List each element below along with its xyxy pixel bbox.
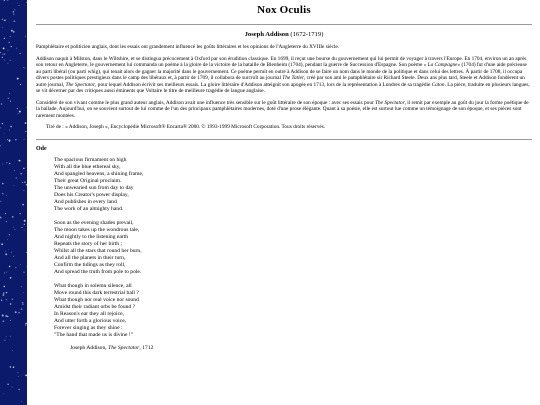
poem-line: "The hand that made us is divine !"	[54, 331, 133, 338]
work-title: Caton	[431, 81, 445, 88]
poem-stanza	[54, 157, 532, 213]
star-dot	[25, 122, 27, 124]
star-dot	[26, 107, 27, 108]
star-dot	[19, 213, 20, 214]
star-dot	[13, 14, 14, 15]
top-divider	[36, 24, 532, 25]
star-dot	[24, 181, 26, 183]
bio-text: (1704) fut d'une aide précieuse au parti libéral (ou parti whig), qui tenait alors de gagner la majorité dans le gouvernement. Ce poème permit en outre à Addison de se faire un nom dans le monde de la politique et dans celui des lettres. À partir de 1708, il occupa divers postes politiques prestigieux dans le camp des libéraux et, à partir de 1709, il collabora de surcroît au journal	[36, 62, 527, 81]
page-title: Nox Oculis	[257, 4, 311, 16]
star-dot	[6, 221, 7, 222]
star-dot	[10, 60, 11, 61]
star-dot	[25, 375, 27, 377]
star-dot	[13, 11, 14, 12]
star-dot	[11, 30, 13, 32]
star-dot	[2, 54, 3, 55]
poem-line: With all the blue ethereal sky,	[54, 163, 121, 170]
poem-line: The spacious firmament on high	[54, 156, 127, 163]
star-dot	[22, 302, 24, 304]
star-dot	[2, 27, 3, 28]
star-dot	[4, 60, 5, 61]
star-dot	[4, 340, 5, 341]
star-dot	[0, 145, 1, 146]
signature-year: , 1712	[139, 344, 154, 351]
star-dot	[5, 213, 6, 214]
star-dot	[21, 308, 23, 310]
star-dot	[24, 67, 25, 68]
poem-line: And spangled heavens, a shining frame,	[54, 170, 144, 177]
star-dot	[17, 78, 19, 80]
star-dot	[12, 387, 13, 388]
poem-title: Ode	[36, 145, 47, 152]
star-dot	[13, 366, 15, 368]
star-dot	[22, 182, 23, 183]
star-dot	[6, 299, 7, 300]
star-dot	[20, 173, 22, 175]
star-dot	[23, 292, 24, 293]
stars-pattern	[0, 0, 27, 405]
poem-body	[54, 157, 532, 339]
star-dot	[0, 201, 1, 202]
star-dot	[6, 195, 7, 196]
work-title: The Spectator	[375, 99, 405, 106]
poem-line: What though nor real voice nor sound	[54, 296, 139, 303]
star-dot	[5, 251, 6, 252]
star-dot	[18, 312, 20, 314]
star-dot	[2, 193, 3, 194]
star-dot	[26, 252, 27, 253]
star-dot	[11, 46, 12, 47]
star-dot	[24, 220, 26, 222]
star-dot	[13, 227, 14, 228]
essay-text: Considéré de son vivant comme le plus grand auteur anglais, Addison avait une influence très sensible sur le goût littéraire de son époque : avec ses essais pour	[36, 99, 376, 106]
poem-line: And all the planets in their turn,	[54, 254, 126, 261]
star-dot	[7, 384, 8, 385]
star-dot	[18, 372, 19, 373]
star-dot	[8, 63, 9, 64]
star-dot	[2, 123, 3, 124]
star-dot	[0, 127, 1, 128]
star-dot	[9, 93, 10, 94]
poem-signature	[70, 345, 532, 352]
star-dot	[15, 311, 17, 313]
star-dot	[6, 162, 7, 163]
bio-text: , créé par son ami le pamphlétaire sir Richard Steele. Deux ans plus tard, Steele et Addison fondèrent un autre journal,	[36, 75, 525, 88]
star-dot	[9, 266, 10, 267]
star-dot	[12, 216, 14, 218]
poem-line: And publishes in every land	[54, 198, 117, 205]
work-title: The Tatler	[282, 75, 304, 81]
bio-text: Addison naquit à Milston, dans le Wiltshire, et se distingua précocement à Oxford par son érudition classique. En 1699, il reçut une bourse du gouvernement qui lui permit de voyager à travers l'Europe. En 1704, environ un an après son retour en Angleterre, le gouvernement lui commanda un poème à la gloire de la victoire de la bataille de Blenheim (1704), pendant la guerre de Succession d'Espagne. Son poème	[36, 55, 527, 68]
star-dot	[10, 303, 12, 305]
poem-line: Move round this dark terrestrial ball ?	[54, 289, 139, 296]
poem-line: Their great Original proclaim.	[54, 177, 122, 184]
star-dot	[19, 111, 21, 113]
star-dot	[3, 48, 5, 50]
poem-line: Forever singing as they shine :	[54, 324, 123, 331]
star-dot	[10, 366, 12, 368]
poem-line: Does his Creator's power display,	[54, 191, 129, 198]
work-title: The Spectator	[65, 81, 96, 88]
star-dot	[3, 53, 5, 55]
star-dot	[21, 286, 22, 287]
star-dot	[15, 229, 16, 230]
star-dot	[23, 168, 24, 169]
star-dot	[10, 36, 11, 37]
star-dot	[9, 163, 11, 165]
star-dot	[11, 252, 12, 253]
star-dot	[8, 98, 9, 99]
star-dot	[8, 42, 10, 44]
star-dot	[9, 140, 11, 142]
star-dot	[18, 376, 19, 377]
star-dot	[24, 224, 25, 225]
star-dot	[25, 131, 26, 132]
star-dot	[8, 50, 9, 51]
star-dot	[18, 113, 19, 114]
star-dot	[23, 190, 24, 191]
star-dot	[10, 126, 12, 128]
star-dot	[18, 389, 19, 390]
star-dot	[23, 67, 24, 68]
poem-line: Whilst all the stars that round her burn,	[54, 247, 142, 254]
star-dot	[5, 253, 7, 255]
author-name: Joseph Addison	[244, 31, 289, 38]
star-dot	[1, 103, 2, 104]
star-dot	[8, 249, 9, 250]
essay-paragraph	[36, 100, 532, 120]
starfield-sidebar	[0, 0, 27, 405]
poem-line: And nightly to the listening earth	[54, 233, 129, 240]
bio-text: , pour lequel Addison écrivit ses meilleurs essais. La gloire littéraire d'Addison atteignit son apogée en 1713, lors de la représentation à Londres de sa tragédie	[95, 81, 432, 88]
star-dot	[5, 315, 7, 317]
star-dot	[24, 139, 25, 140]
source-citation: Tiré de : « Addison, Joseph », Encyclopédie Microsoft® Encarta® 2000. © 1993-1999 Microsoft Corporation. Tous droits réservés.	[46, 124, 326, 130]
star-dot	[10, 101, 11, 102]
star-dot	[2, 183, 4, 185]
star-dot	[7, 0, 8, 1]
star-dot	[2, 19, 3, 20]
star-dot	[1, 300, 2, 301]
star-dot	[13, 21, 14, 22]
poem-line: Soon as the evening shades prevail,	[54, 219, 134, 226]
star-dot	[22, 204, 24, 206]
middle-divider	[36, 139, 532, 140]
star-dot	[0, 217, 1, 219]
star-dot	[16, 48, 17, 49]
poem-line: The unwearied sun from day to day	[54, 184, 134, 191]
star-dot	[26, 184, 27, 186]
biography-paragraph	[36, 56, 532, 95]
star-dot	[2, 164, 3, 165]
star-dot	[14, 170, 15, 171]
star-dot	[1, 243, 3, 245]
star-dot	[21, 227, 22, 228]
star-dot	[13, 31, 15, 33]
work-title: « La Campagne»	[423, 62, 461, 68]
poem-line: The moon takes up the wondrous tale,	[54, 226, 140, 233]
star-dot	[9, 130, 10, 131]
star-dot	[14, 9, 15, 10]
star-dot	[17, 3, 18, 4]
star-dot	[20, 53, 21, 54]
star-dot	[24, 230, 25, 231]
star-dot	[19, 160, 21, 162]
star-dot	[4, 38, 5, 39]
star-dot	[10, 336, 11, 337]
star-dot	[4, 19, 6, 21]
poem-line: Repeats the story of her birth ;	[54, 240, 123, 247]
star-dot	[25, 323, 27, 325]
star-dot	[15, 267, 16, 268]
star-dot	[17, 108, 18, 109]
star-dot	[6, 272, 7, 273]
star-dot	[14, 21, 15, 22]
star-dot	[16, 177, 17, 178]
star-dot	[26, 266, 27, 267]
star-dot	[21, 401, 22, 402]
star-dot	[19, 5, 20, 6]
signature-work: The Spectator	[108, 344, 140, 351]
star-dot	[7, 239, 8, 240]
star-dot	[23, 272, 24, 273]
poem-line: What though in solemn silence, all	[54, 282, 132, 289]
star-dot	[9, 234, 10, 235]
star-dot	[4, 393, 5, 394]
poem-line: And utter forth a glorious voice,	[54, 317, 127, 324]
star-dot	[6, 292, 7, 293]
star-dot	[25, 325, 26, 326]
poem-line: Confirm the tidings as they roll,	[54, 261, 126, 268]
star-dot	[3, 292, 4, 293]
star-dot	[22, 304, 23, 305]
star-dot	[4, 133, 5, 134]
intro-paragraph: Pamphlétaire et politicien anglais, dont les essais ont grandement influencé les goûts littéraires et les opinions de l'Angleterre du XVIIIe siècle.	[36, 44, 340, 50]
page-content	[36, 0, 532, 352]
poem-stanza	[54, 220, 532, 276]
signature-author: Joseph Addison,	[70, 344, 109, 351]
star-dot	[9, 141, 10, 142]
star-dot	[20, 264, 21, 265]
author-dates: (1672-1719)	[290, 31, 324, 38]
star-dot	[12, 299, 13, 300]
star-dot	[2, 320, 4, 322]
star-dot	[20, 84, 21, 85]
star-dot	[6, 336, 7, 337]
poem-line: In Reason's ear they all rejoice,	[54, 310, 124, 317]
poem-stanza	[54, 283, 532, 339]
star-dot	[13, 185, 14, 186]
star-dot	[26, 2, 27, 3]
bio-text: . La pièce, traduite en plusieurs langues, se vit décerner par des critiques aussi éminents que Voltaire le titre de meilleure tragédie de langue anglaise.	[36, 81, 530, 94]
star-dot	[3, 294, 5, 296]
star-dot	[4, 272, 5, 273]
poem-line: And spread the truth from pole to pole.	[54, 268, 142, 275]
star-dot	[4, 0, 5, 1]
star-dot	[12, 350, 13, 351]
star-dot	[2, 57, 3, 58]
star-dot	[10, 277, 12, 279]
star-dot	[0, 52, 1, 53]
star-dot	[13, 256, 14, 257]
star-dot	[15, 139, 16, 140]
star-dot	[25, 36, 26, 37]
author-heading	[36, 31, 532, 38]
essay-text: , il remit par exemple au goût du jour la forme poétique de la ballade. Aujourd'hui, on se souvient surtout de lui comme de l'un des principaux pamphlétaires modernes, doté d'une prose élégante. Quant à sa poésie, elle est surtout lue comme un témoignage de son époque, et ses pièces sont rarement montées.	[36, 99, 529, 119]
star-dot	[3, 286, 5, 288]
poem-line: Amidst their radiant orbs be found ?	[54, 303, 136, 310]
star-dot	[7, 139, 8, 140]
poem-line: The work of an almighty hand.	[54, 205, 124, 212]
star-dot	[2, 315, 4, 317]
star-dot	[10, 320, 11, 321]
